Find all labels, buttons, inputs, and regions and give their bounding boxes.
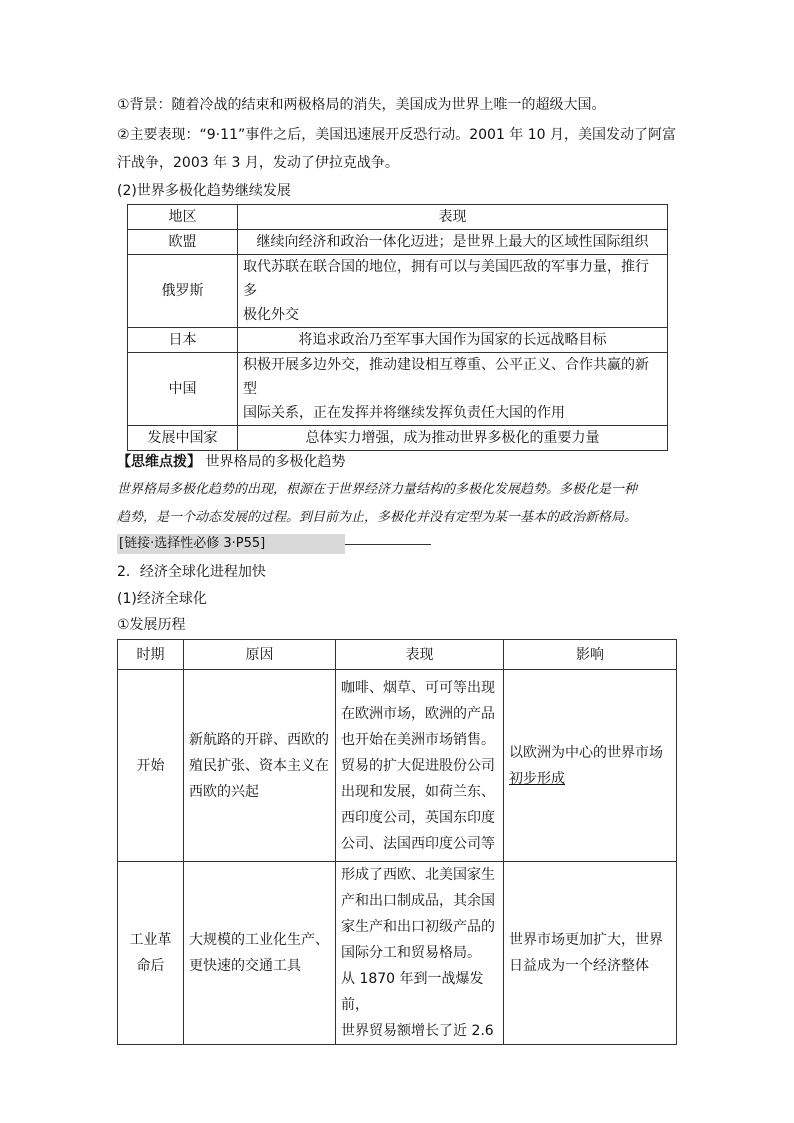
performance-line: 从 1870 年到一战爆发前， <box>341 971 484 1013</box>
table-row <box>118 670 677 862</box>
header-performance: 表现 <box>238 205 668 230</box>
cause-cell <box>184 862 336 1045</box>
cause-cell <box>184 670 336 862</box>
performance-line: 积极开展多边外交，推动建设相互尊重、公平正义、合作共赢的新型 <box>243 357 649 397</box>
cause-line: 殖民扩张、资本主义在 <box>189 757 329 774</box>
main-performance-paragraph: ②主要表现：“9·11”事件之后，美国迅速展开反恐行动。2001 年 10 月，美国发动了阿富 <box>117 127 677 143</box>
textbook-link-box: [链接·选择性必修 3·P55] <box>117 534 345 554</box>
performance-cell <box>238 353 668 426</box>
performance-line: 国际关系，正在发挥并将继续发挥负责任大国的作用 <box>243 405 565 421</box>
globalization-table <box>117 639 677 1045</box>
region-cell: 中国 <box>128 353 238 426</box>
effect-cell <box>504 670 677 862</box>
main-performance-paragraph-cont: 汗战争，2003 年 3 月，发动了伊拉克战争。 <box>117 155 399 171</box>
effect-line: 世界市场更加扩大，世界 <box>509 932 663 948</box>
subsection-heading: ①发展历程 <box>117 617 186 633</box>
performance-line: 贸易的扩大促进股份公司 <box>341 757 495 774</box>
thinking-tip-title: 世界格局的多极化趋势 <box>205 454 346 470</box>
table-row <box>118 862 677 1045</box>
header-period: 时期 <box>118 640 184 670</box>
performance-cell: 继续向经济和政治一体化迈进；是世界上最大的区域性国际组织 <box>238 230 668 255</box>
region-cell: 俄罗斯 <box>128 255 238 328</box>
multipolar-heading: (2)世界多极化趋势继续发展 <box>117 183 291 199</box>
section-heading: 2．经济全球化进程加快 <box>117 564 266 580</box>
cause-line: 大规模的工业化生产、 <box>189 932 329 948</box>
region-cell: 发展中国家 <box>128 426 238 451</box>
table-row <box>128 255 668 328</box>
table-row <box>128 426 668 451</box>
header-effect: 影响 <box>504 640 677 670</box>
performance-line: 极化外交 <box>243 307 299 323</box>
performance-cell <box>336 670 504 862</box>
thinking-tip-text: 世界格局多极化趋势的出现，根源在于世界经济力量结构的多极化发展趋势。多极化是一种 <box>117 482 638 497</box>
period-line: 工业革 <box>129 932 172 948</box>
region-cell: 欧盟 <box>128 230 238 255</box>
performance-line: 取代苏联在联合国的地位，拥有可以与美国匹敌的军事力量，推行多 <box>243 259 649 299</box>
period-line: 命后 <box>136 958 165 974</box>
background-paragraph: ①背景：随着冷战的结束和两极格局的消失，美国成为世界上唯一的超级大国。 <box>117 97 606 113</box>
table-header-row <box>128 205 668 230</box>
table-header-row <box>118 640 677 670</box>
cause-line: 西欧的兴起 <box>189 783 259 800</box>
table-row <box>128 328 668 353</box>
performance-line: 国际分工和贸易格局。 <box>341 945 481 961</box>
period-line: 开始 <box>136 757 165 774</box>
cause-line: 新航路的开辟、西欧的 <box>189 731 329 748</box>
table-row <box>128 353 668 426</box>
link-divider <box>345 544 431 545</box>
performance-cell <box>238 255 668 328</box>
performance-line: 咖啡、烟草、可可等出现 <box>341 679 495 696</box>
region-cell: 日本 <box>128 328 238 353</box>
performance-cell: 将追求政治乃至军事大国作为国家的长远战略目标 <box>238 328 668 353</box>
performance-line: 在欧洲市场，欧洲的产品 <box>341 705 495 722</box>
cause-line: 更快速的交通工具 <box>189 958 301 974</box>
period-cell <box>118 862 184 1045</box>
header-cause: 原因 <box>184 640 336 670</box>
multipolar-table <box>127 204 668 451</box>
performance-cell <box>336 862 504 1045</box>
subsection-heading: (1)经济全球化 <box>117 591 207 607</box>
period-cell <box>118 670 184 862</box>
performance-line: 西印度公司，英国东印度 <box>341 809 495 826</box>
effect-line-underlined: 初步形成 <box>509 770 565 787</box>
performance-line: 产和出口制成品，其余国 <box>341 893 495 909</box>
effect-line: 日益成为一个经济整体 <box>509 958 649 974</box>
effect-cell <box>504 862 677 1045</box>
header-performance: 表现 <box>336 640 504 670</box>
performance-line: 也开始在美洲市场销售。 <box>341 731 495 748</box>
table-row <box>128 230 668 255</box>
performance-line: 出现和发展，如荷兰东、 <box>341 783 495 800</box>
performance-line: 家生产和出口初级产品的 <box>341 919 495 935</box>
thinking-tip-label: 【思维点拨】 <box>117 454 201 470</box>
performance-line: 世界贸易额增长了近 2.6 <box>341 1023 494 1039</box>
thinking-tip-text: 趋势，是一个动态发展的过程。到目前为止，多极化并没有定型为某一基本的政治新格局。 <box>117 510 638 525</box>
performance-line: 公司、法国西印度公司等 <box>341 835 495 852</box>
header-region: 地区 <box>128 205 238 230</box>
effect-line: 以欧洲为中心的世界市场 <box>509 744 663 761</box>
performance-cell: 总体实力增强，成为推动世界多极化的重要力量 <box>238 426 668 451</box>
performance-line: 形成了西欧、北美国家生 <box>341 867 495 883</box>
thinking-tip-heading <box>117 452 345 472</box>
